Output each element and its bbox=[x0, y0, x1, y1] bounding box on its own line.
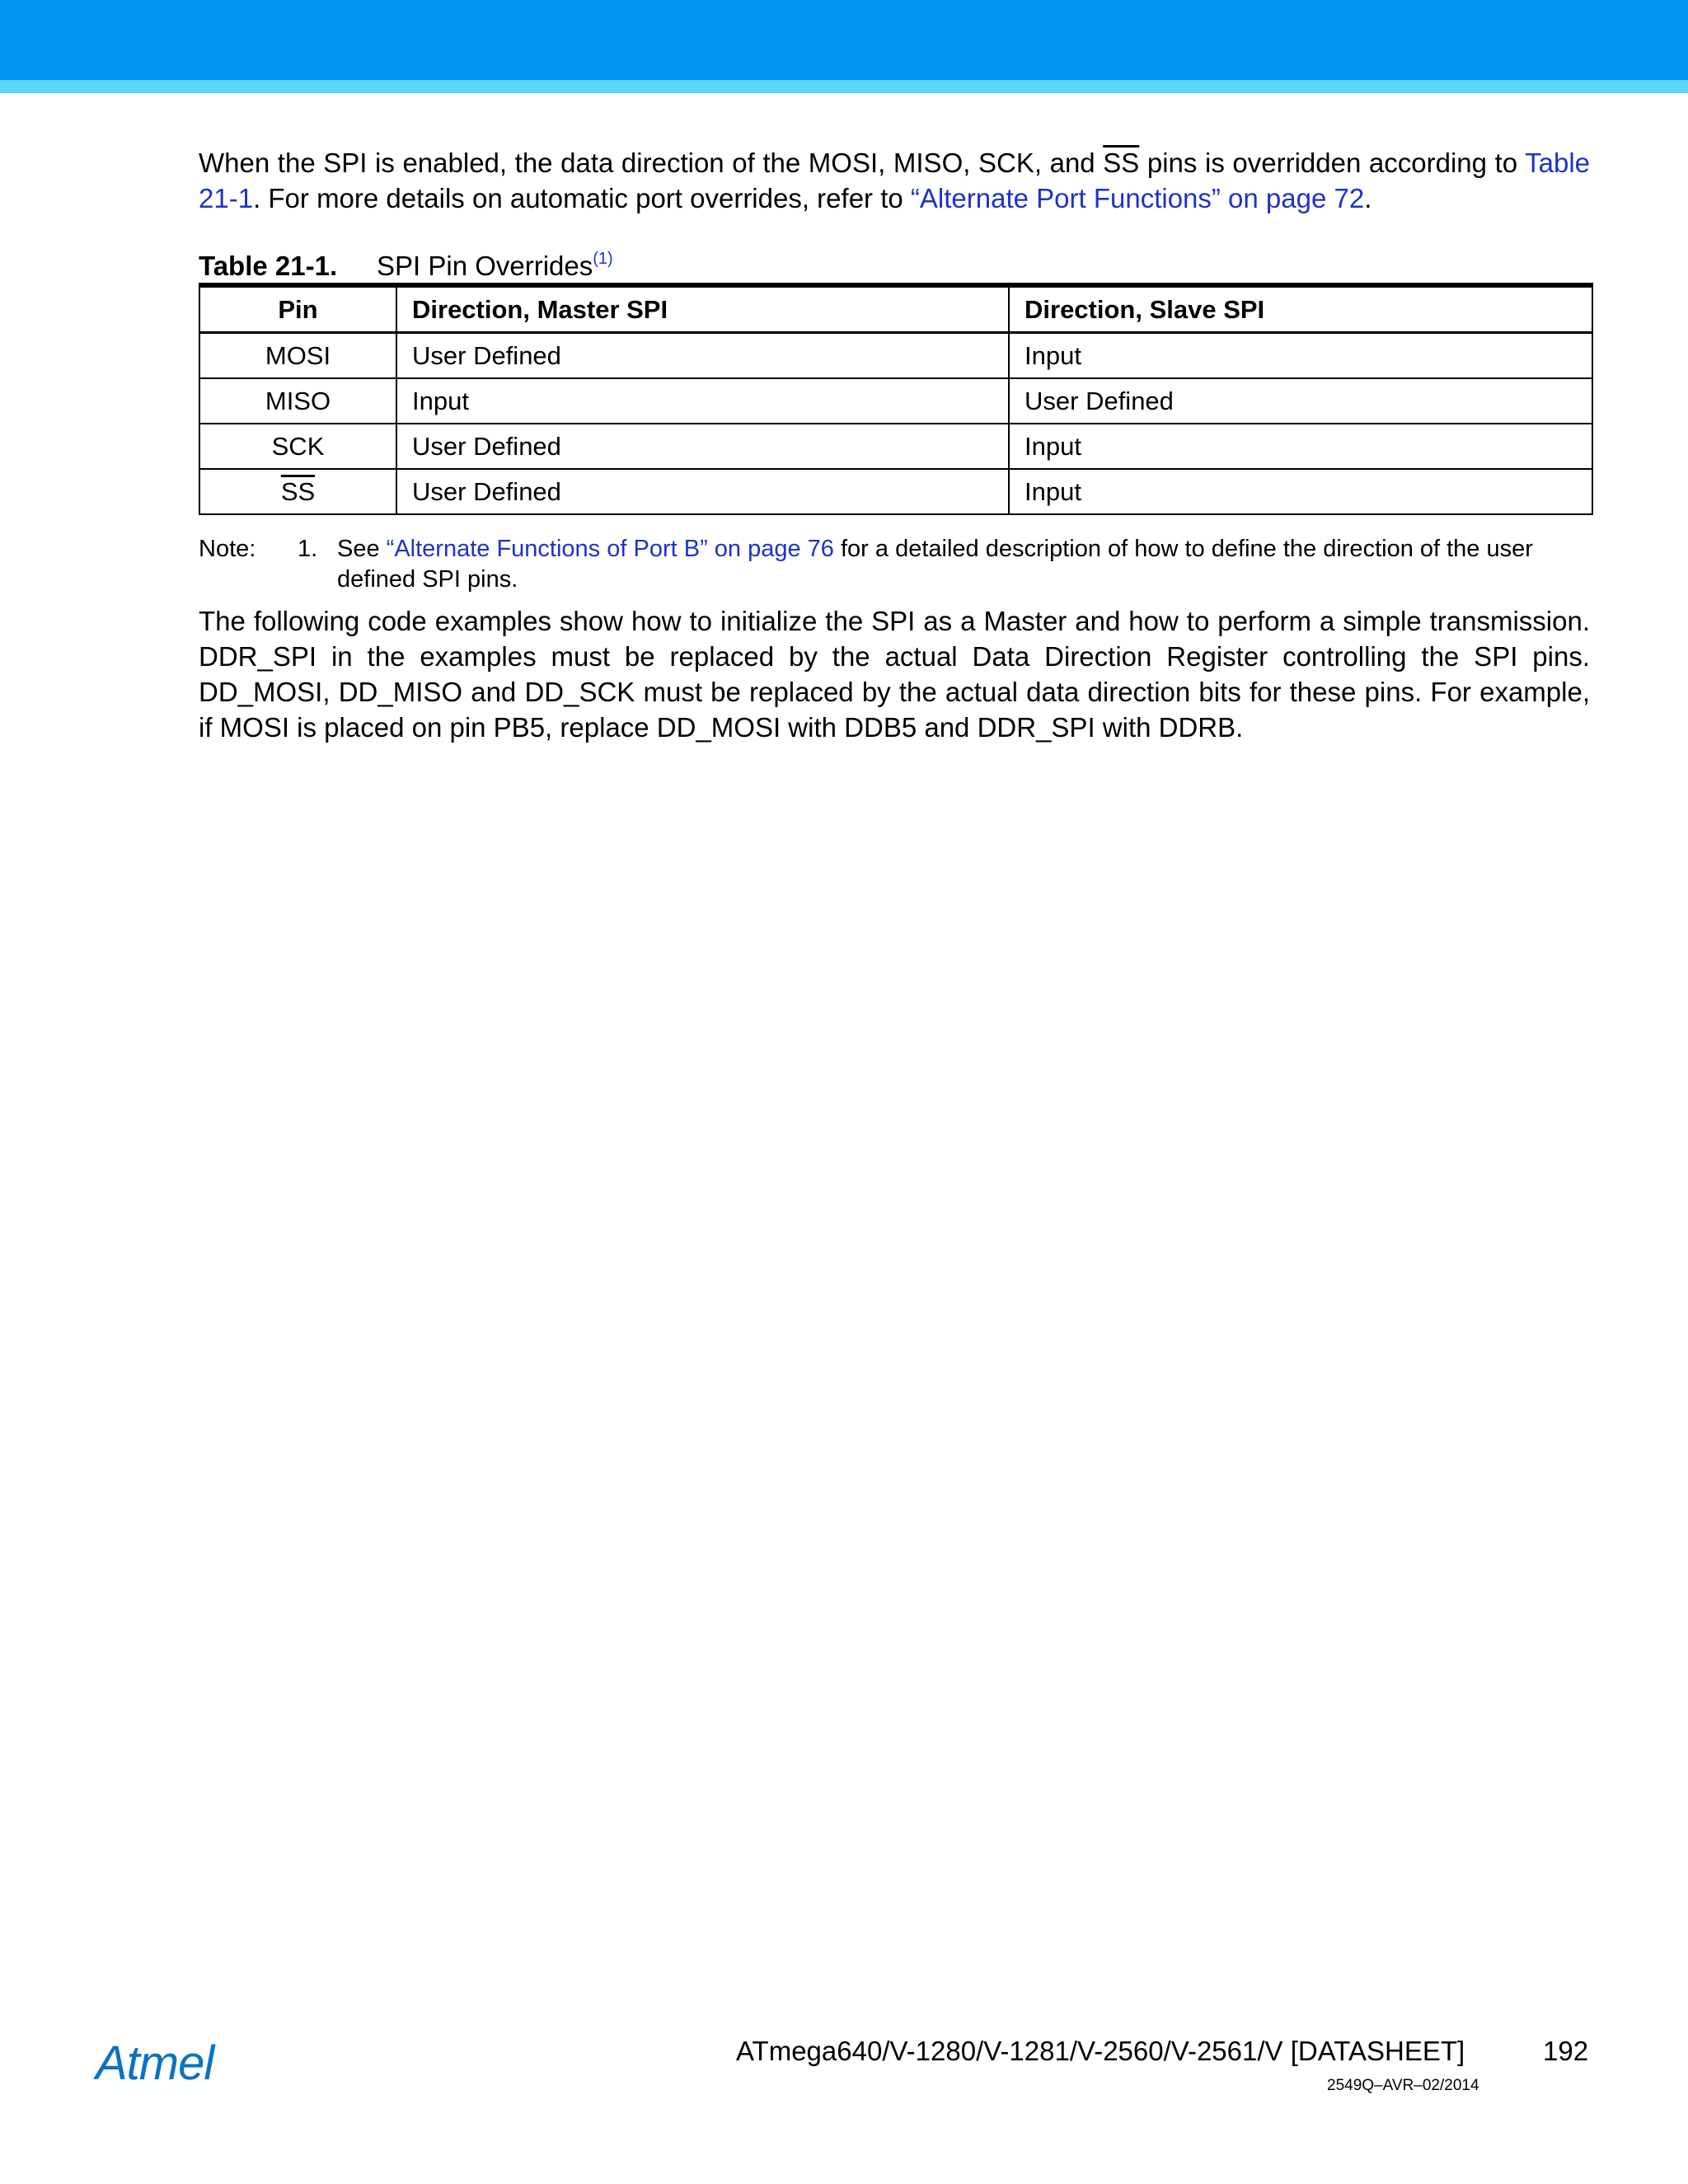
spi-pin-overrides-table bbox=[199, 283, 1593, 515]
body-paragraph bbox=[199, 603, 1590, 745]
atmel-logo: Atmel bbox=[96, 2036, 214, 2090]
cell-pin bbox=[199, 469, 396, 514]
cell-master: User Defined bbox=[396, 333, 1009, 379]
table-caption bbox=[199, 242, 613, 283]
table-row bbox=[199, 333, 1592, 379]
footer-title: ATmega640/V-1280/V-1281/V-2560/V-2561/V [DATASHEET] bbox=[736, 2036, 1465, 2066]
table-row bbox=[199, 424, 1592, 469]
intro-text-c: . For more details on automatic port overrides, refer to bbox=[253, 183, 911, 213]
table-row bbox=[199, 469, 1592, 514]
ss-overline: $\overline{SS}$ bbox=[1103, 148, 1140, 178]
note-text bbox=[337, 534, 1592, 595]
cell-slave: Input bbox=[1009, 333, 1592, 379]
header-pin: Pin bbox=[199, 285, 396, 333]
page-number: 192 bbox=[1543, 2036, 1589, 2066]
cell-pin: MOSI bbox=[199, 333, 396, 379]
note-text-a: See bbox=[337, 536, 387, 562]
cell-pin: MISO bbox=[199, 378, 396, 424]
note-number: 1. bbox=[298, 536, 318, 562]
intro-text-d: . bbox=[1364, 183, 1372, 213]
cell-master: User Defined bbox=[396, 424, 1009, 469]
alternate-port-functions-link[interactable]: “Alternate Port Functions” on page 72 bbox=[910, 183, 1365, 213]
table-row bbox=[199, 378, 1592, 424]
body-text: The following code examples show how to initialize the SPI as a Master and how to perform a simple transmission. DDR_SPI in the examples must be replaced by the actual Data Direction Register controlling the SPI pins. DD_MOSI, DD_MISO and DD_SCK must be replaced by the actual data direction bits for these pins. For example, if MOSI is placed on pin PB5, replace DD_MOSI with DDB5 and DDR_SPI with DDRB. bbox=[199, 606, 1590, 743]
doc-code: 2549Q–AVR–02/2014 bbox=[1327, 2077, 1479, 2094]
cell-pin: SCK bbox=[199, 424, 396, 469]
footnote-ref-link[interactable]: (1) bbox=[593, 250, 613, 268]
table-link[interactable]: Table 21-1 bbox=[199, 148, 1590, 213]
ss-pin-overline: $\overline{SS}$ bbox=[280, 476, 316, 506]
header-master: Direction, Master SPI bbox=[396, 285, 1009, 333]
port-b-link[interactable]: “Alternate Functions of Port B” on page 76 bbox=[386, 536, 834, 562]
note-text-b: for a detailed description of how to define the direction of the user defined SPI pins. bbox=[337, 536, 1533, 593]
cell-master: Input bbox=[396, 378, 1009, 424]
intro-text-a: When the SPI is enabled, the data direction of the MOSI, MISO, SCK, and bbox=[199, 148, 1104, 178]
header-slave: Direction, Slave SPI bbox=[1009, 285, 1592, 333]
table-header-row bbox=[199, 285, 1592, 333]
intro-text-b: pins is overridden according to bbox=[1139, 148, 1526, 178]
cell-slave: Input bbox=[1009, 424, 1592, 469]
cell-slave: Input bbox=[1009, 469, 1592, 514]
header-stripe bbox=[0, 80, 1688, 93]
table-title: SPI Pin Overrides bbox=[377, 251, 593, 281]
intro-paragraph bbox=[199, 145, 1590, 216]
table-number: Table 21-1. bbox=[199, 251, 338, 281]
cell-master: User Defined bbox=[396, 469, 1009, 514]
header-bar bbox=[0, 0, 1688, 80]
note-label: Note: bbox=[199, 536, 256, 562]
cell-slave: User Defined bbox=[1009, 378, 1592, 424]
